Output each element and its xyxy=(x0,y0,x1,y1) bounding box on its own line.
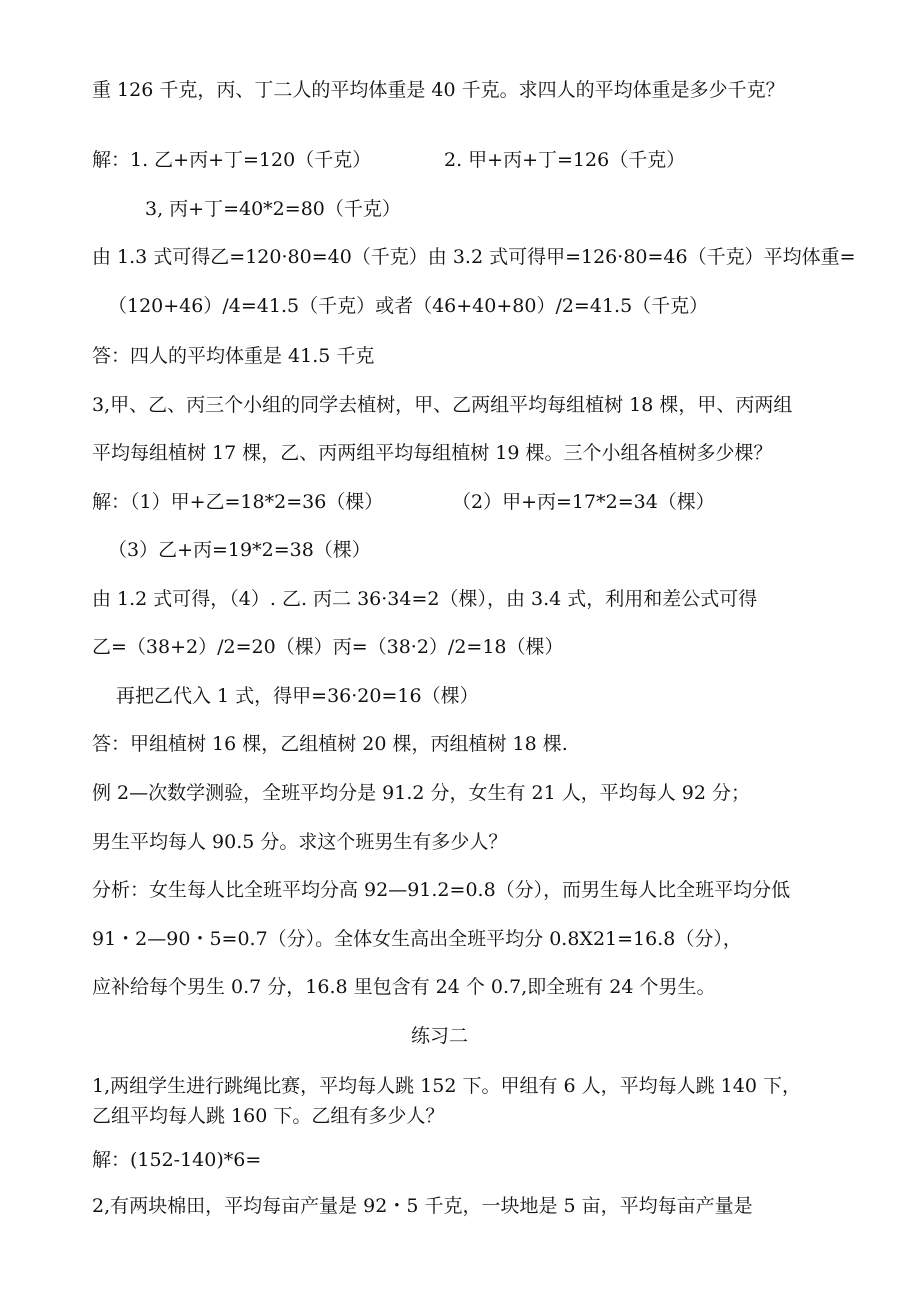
text-line: 91・2—90・5=0.7（分）。全体女生高出全班平均分 0.8X21=16.8（分）， xyxy=(92,928,742,950)
text-line: （120+46）/4=41.5（千克）或者（46+40+80）/2=41.5（千克） xyxy=(108,295,709,317)
text-line: （3）乙+丙=19*2=38（棵） xyxy=(108,539,371,561)
text-line: 应补给每个男生 0.7 分，16.8 里包含有 24 个 0.7,即全班有 24 个男生。 xyxy=(92,976,716,998)
text-line: （2）甲+丙=17*2=34（棵） xyxy=(452,491,715,513)
text-line: 解：1. 乙+丙+丁=120（千克） xyxy=(92,149,372,171)
text-line: 例 2—次数学测验，全班平均分是 91.2 分，女生有 21 人，平均每人 92 分； xyxy=(92,782,751,804)
text-line: 答：四人的平均体重是 41.5 千克 xyxy=(92,345,375,367)
text-line: 2. 甲+丙+丁=126（千克） xyxy=(444,149,686,171)
text-line: 再把乙代入 1 式，得甲=36·20=16（棵） xyxy=(116,685,479,707)
text-line: 2,有两块棉田，平均每亩产量是 92・5 千克，一块地是 5 亩，平均每亩产量是 xyxy=(92,1195,753,1217)
section-heading: 练习二 xyxy=(411,1025,469,1047)
text-line: 乙组平均每人跳 160 下。乙组有多少人？ xyxy=(92,1105,445,1127)
text-line: 解：（1）甲+乙=18*2=36（棵） xyxy=(92,491,384,513)
text-line: 乙=（38+2）/2=20（棵）丙=（38·2）/2=18（棵） xyxy=(92,636,564,658)
text-line: 平均每组植树 17 棵，乙、丙两组平均每组植树 19 棵。三个小组各植树多少棵？ xyxy=(92,442,773,464)
text-line: 分析：女生每人比全班平均分高 92—91.2=0.8（分），而男生每人比全班平均分低 xyxy=(92,879,791,901)
text-line: 解：(152-140)*6= xyxy=(92,1149,262,1171)
text-line: 3,甲、乙、丙三个小组的同学去植树，甲、乙两组平均每组植树 18 棵，甲、丙两组 xyxy=(92,394,793,416)
text-line: 男生平均每人 90.5 分。求这个班男生有多少人？ xyxy=(92,831,508,853)
text-line: 重 126 千克，丙、丁二人的平均体重是 40 千克。求四人的平均体重是多少千克？ xyxy=(92,79,785,101)
text-line: 由 1.3 式可得乙=120·80=40（千克）由 3.2 式可得甲=126·80=46（千克）平均体重= xyxy=(92,246,856,268)
text-line: 1,两组学生进行跳绳比赛，平均每人跳 152 下。甲组有 6 人，平均每人跳 140 下， xyxy=(92,1075,801,1097)
text-line: 3, 丙+丁=40*2=80（千克） xyxy=(145,198,401,220)
text-line: 答：甲组植树 16 棵，乙组植树 20 棵，丙组植树 18 棵. xyxy=(92,733,568,755)
text-line: 由 1.2 式可得，（4）. 乙. 丙二 36·34=2（棵），由 3.4 式，利用和差公式可得 xyxy=(92,588,758,610)
